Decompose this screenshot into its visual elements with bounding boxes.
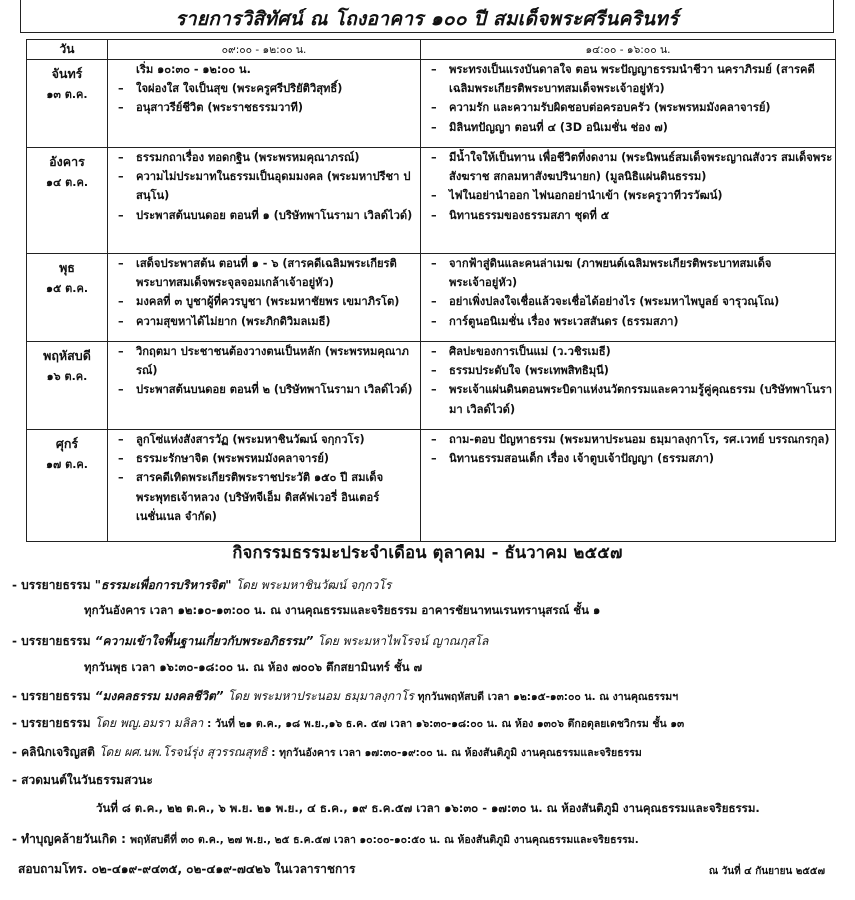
- header-day: วัน: [27, 40, 108, 60]
- program-title: ลูกโซ่แห่งสังสารวัฏ (พระมหาชินวัฒน์ จกฺกวโร): [136, 433, 365, 446]
- program-item: [421, 292, 835, 311]
- program-title: พระทรงเป็นแรงบันดาลใจ ตอน พระปัญญาธรรมนำชีวา นคราภิรมย์ (สารคดีเฉลิมพระเกียรติพระบาทสมเด็จพระเจ้าอยู่หัว): [449, 63, 815, 96]
- program-title: ศิลปะของการเป็นแม่ (ว.วชิรเมธี): [449, 345, 611, 358]
- activity-type: - สวดมนต์ในวันธรรมสวนะ: [12, 773, 153, 787]
- morning-cell: [108, 342, 421, 430]
- program-title: ถาม-ตอบ ปัญหาธรรม (พระมหาประนอม ธมฺมาลงฺกาโร, รศ.เวทย์ บรรณกรกุล): [449, 433, 830, 446]
- day-date: ๑๓ ต.ค.: [46, 88, 88, 101]
- program-title: วิกฤตมา ประชาชนต้องวางตนเป็นหลัก (พระพรหมคุณาภรณ์): [136, 345, 409, 378]
- program-title: ธรรมกถาเรื่อง ทอดกฐิน (พระพรหมคุณาภรณ์): [136, 151, 360, 164]
- program-item: [421, 98, 835, 117]
- day-cell: [27, 60, 108, 148]
- program-title: อนุสาวรีย์ชีวิต (พระราชธรรมวาที): [136, 101, 304, 115]
- morning-cell: [108, 430, 421, 542]
- bullet-dash: –: [118, 151, 124, 164]
- program-item: [421, 148, 835, 186]
- table-row: [27, 148, 836, 254]
- program-item: [108, 98, 420, 117]
- bullet-dash: –: [431, 364, 437, 378]
- afternoon-cell: [421, 60, 836, 148]
- table-row: [27, 254, 836, 342]
- bullet-dash: –: [118, 345, 124, 358]
- bullet-dash: –: [431, 208, 437, 222]
- bullet-dash: –: [431, 257, 437, 270]
- activity-type: - บรรยายธรรม: [12, 578, 95, 592]
- morning-cell: [108, 254, 421, 342]
- program-item: [421, 118, 835, 137]
- activity-schedule: ทุกวันพฤหัสบดี เวลา ๑๒:๑๕-๑๓:๐๐ น. ณ งานคุณธรรมฯ: [417, 691, 679, 703]
- activity-detail: ทุกวันอังคาร เวลา ๑๒:๑๐-๑๓:๐๐ น. ณ งานคุณธรรมและจริยธรรม อาคารชัยนาทนเรนทรานุสรณ์ ชั้น ๑: [84, 603, 601, 617]
- activity-speaker: โดย พระมหาประนอม ธมฺมาลงฺกาโร: [227, 689, 418, 703]
- afternoon-cell: [421, 430, 836, 542]
- schedule-table: [26, 39, 836, 542]
- bullet-dash: –: [118, 257, 124, 270]
- program-title: ความรัก และความรับผิดชอบต่อครอบครัว (พระพรหมมังคลาจารย์): [449, 101, 771, 115]
- program-item: [421, 361, 835, 380]
- day-name: พฤหัสบดี: [43, 348, 91, 363]
- program-title: ประพาสต้นบนดอย ตอนที่ ๑ (บริษัทพาโนรามา เวิลด์ไวด์): [136, 208, 413, 222]
- program-item: [108, 380, 420, 399]
- title-banner: [20, 0, 834, 33]
- bullet-dash: –: [118, 471, 124, 485]
- bullet-dash: –: [118, 452, 124, 466]
- activity-item: [12, 714, 684, 733]
- day-name: อังคาร: [49, 154, 85, 169]
- day-name: จันทร์: [51, 66, 83, 81]
- activity-speaker: โดย พระมหาไพโรจน์ ญาณกุสโล: [317, 634, 489, 648]
- program-title: การ์ตูนอนิเมชั่น เรื่อง พระเวสสันดร (ธรรมสภา): [449, 314, 679, 328]
- program-item: [108, 430, 420, 449]
- bullet-dash: –: [431, 189, 437, 203]
- program-title: ธรรมะรักษาจิต (พระพรหมมังคลาจารย์): [136, 452, 329, 466]
- activity-item: [12, 576, 391, 595]
- program-title: มงคลที่ ๓ บูชาผู้ที่ควรบูชา (พระมหาชัยพร เขมาภิรโต): [136, 295, 400, 309]
- program-title: เสด็จประพาสต้น ตอนที่ ๑ - ๖ (สารคดีเฉลิมพระเกียรติ พระบาทสมเด็จพระจุลจอมเกล้าเจ้าอยู่หัว): [136, 257, 397, 290]
- bullet-dash: –: [431, 345, 437, 358]
- activity-speaker: โดย ผศ.นพ.โรจน์รุ่ง สุวรรณสุทธิ: [99, 745, 272, 759]
- program-title: ประพาสต้นบนดอย ตอนที่ ๒ (บริษัทพาโนรามา เวิลด์ไวด์): [136, 383, 413, 397]
- bullet-dash: –: [431, 295, 437, 309]
- program-title: ใจผ่องใส ใจเป็นสุข (พระครูศรีปริยัติวิสุทธิ์): [136, 82, 343, 96]
- header-afternoon: ๑๔:๐๐ - ๑๖:๐๐ น.: [421, 40, 836, 60]
- bullet-dash: –: [431, 151, 437, 164]
- program-item: [108, 206, 420, 225]
- activity-type: - บรรยายธรรม: [12, 689, 95, 703]
- activity-item: [12, 687, 678, 706]
- table-row: [27, 430, 836, 542]
- header-morning: ๐๙:๐๐ - ๑๒:๐๐ น.: [108, 40, 421, 60]
- page-title: รายการวิสิทัศน์ ณ โถงอาคาร ๑๐๐ ปี สมเด็จพระศรีนครินทร์: [175, 8, 679, 30]
- program-item: [108, 312, 420, 331]
- program-item: [421, 60, 835, 98]
- program-title: นิทานธรรมสอนเด็ก เรื่อง เจ้าตูบเจ้าปัญญา (ธรรมสภา): [449, 452, 714, 466]
- table-header-row: [27, 40, 836, 60]
- activity-type: - บรรยายธรรม: [12, 634, 95, 648]
- morning-cell: [108, 148, 421, 254]
- day-cell: [27, 342, 108, 430]
- bullet-dash: –: [118, 101, 124, 115]
- bullet-dash: –: [118, 82, 124, 96]
- activity-item: [12, 771, 153, 790]
- program-title: อย่าเพิ่งปลงใจเชื่อแล้วจะเชื่อได้อย่างไร (พระมหาไพบูลย์ จารุวณฺโณ): [449, 295, 780, 309]
- program-item: [108, 468, 420, 526]
- activity-topic: “มงคลธรรม มงคลชีวิต”: [94, 689, 228, 703]
- program-item: [421, 449, 835, 468]
- bullet-dash: –: [431, 383, 437, 397]
- program-item: [108, 292, 420, 311]
- day-date: ๑๕ ต.ค.: [46, 282, 88, 295]
- bullet-dash: –: [118, 170, 124, 184]
- activity-speaker: โดย พญ.อมรา มลิลา: [94, 716, 208, 730]
- program-item: [421, 312, 835, 331]
- program-item: [108, 148, 420, 167]
- program-item: [421, 342, 835, 361]
- contact-info: สอบถามโทร. ๐๒-๔๑๙-๙๔๓๕, ๐๒-๔๑๙-๗๔๒๖ ในเวลาราชการ: [18, 862, 356, 876]
- program-title: พระเจ้าแผ่นดินตอนพระบิดาแห่งนวัตกรรมและความรู้คู่คุณธรรม (บริษัทพาโนรามา เวิลด์ไวด์): [449, 383, 833, 416]
- program-item: [421, 254, 835, 292]
- issue-date: ณ วันที่ ๔ กันยายน ๒๕๕๗: [708, 866, 825, 877]
- activity-type: - ทำบุญคล้ายวันเกิด :: [12, 832, 131, 846]
- day-date: ๑๔ ต.ค.: [46, 176, 88, 189]
- program-item: [108, 79, 420, 98]
- bullet-dash: –: [431, 433, 437, 446]
- program-item: [108, 342, 420, 380]
- table-row: [27, 342, 836, 430]
- activity-detail: วันที่ ๘ ต.ค., ๒๒ ต.ค., ๖ พ.ย. ๒๑ พ.ย., ๔ ธ.ค., ๑๙ ธ.ค.๕๗ เวลา ๑๖:๓๐ - ๑๗:๓๐ น. ณ ห้องสันติภูมิ งานคุณธรรมและจริยธรรม.: [96, 801, 760, 815]
- program-item: [108, 167, 420, 205]
- day-date: ๑๗ ต.ค.: [46, 458, 88, 471]
- program-item: [421, 206, 835, 225]
- activity-detail: ทุกวันพุธ เวลา ๑๖:๓๐-๑๘:๐๐ น. ณ ห้อง ๗๐๐๖ ตึกสยามินทร์ ชั้น ๗: [84, 660, 423, 674]
- bullet-dash: –: [431, 101, 437, 115]
- bullet-dash: –: [431, 314, 437, 328]
- day-name: พุธ: [59, 260, 75, 275]
- afternoon-cell: [421, 148, 836, 254]
- morning-cell: [108, 60, 421, 148]
- activity-topic: "ธรรมะเพื่อการบริหารจิต": [94, 578, 236, 592]
- activity-speaker: โดย พระมหาชินวัฒน์ จกฺกวโร: [235, 578, 392, 592]
- program-item: [421, 380, 835, 418]
- activity-type: - บรรยายธรรม: [12, 716, 95, 730]
- program-title: จากฟ้าสู่ดินและคนล่าเมฆ (ภาพยนต์เฉลิมพระเกียรติพระบาทสมเด็จ พระเจ้าอยู่หัว): [449, 257, 772, 290]
- program-title: ความไม่ประมาทในธรรมเป็นอุดมมงคล (พระมหาปรีชา ปสนฺโน): [136, 170, 411, 203]
- bullet-dash: –: [118, 295, 124, 309]
- day-name: ศุกร์: [55, 436, 79, 451]
- bullet-dash: –: [431, 63, 437, 76]
- activity-topic: “ความเข้าใจพื้นฐานเกี่ยวกับพระอภิธรรม”: [94, 634, 318, 648]
- program-title: ธรรมประดับใจ (พระเทพสิทธิมุนี): [449, 364, 609, 378]
- program-title: ความสุขหาได้ไม่ยาก (พระภิกดิวิมลเมธี): [136, 314, 331, 328]
- program-title: มีน้ำใจให้เป็นทาน เพื่อชีวิตที่งดงาม (พระนิพนธ์สมเด็จพระญาณสังวร สมเด็จพระสังฆราช สกลมหาสังฆปรินายก) (มูลนิธิแผ่นดินธรรม): [449, 151, 833, 184]
- bullet-dash: –: [118, 208, 124, 222]
- bullet-dash: –: [431, 452, 437, 466]
- program-item: [421, 430, 835, 449]
- program-title: ไฟในอย่านำออก ไฟนอกอย่านำเข้า (พระครูวาทีวรวัฒน์): [449, 189, 723, 203]
- activity-item: [12, 743, 642, 762]
- day-cell: [27, 148, 108, 254]
- bullet-dash: –: [118, 314, 124, 328]
- bullet-dash: –: [431, 120, 437, 134]
- monthly-activities-title: กิจกรรมธรรมะประจำเดือน ตุลาคม - ธันวาคม ๒๕๕๗: [232, 543, 623, 562]
- program-title: สารคดีเทิดพระเกียรติพระราชประวัติ ๑๕๐ ปี สมเด็จพระพุทธเจ้าหลวง (บริษัทจีเอ็ม ดิสคัฟเวอรี่ อินเตอร์ เนชั่นเนล จำกัด): [136, 471, 384, 523]
- day-cell: [27, 254, 108, 342]
- program-item: [421, 186, 835, 205]
- program-title: นิทานธรรมของธรรมสภา ชุดที่ ๕: [449, 208, 610, 222]
- activity-type: - คลินิกเจริญสติ: [12, 745, 100, 759]
- activity-schedule: พฤหัสบดีที่ ๓๐ ต.ค., ๒๗ พ.ย., ๒๕ ธ.ค.๕๗ เวลา ๑๐:๐๐-๑๐:๕๐ น. ณ ห้องสันติภูมิ งานคุณธรรมและจริยธรรม.: [130, 834, 639, 846]
- bullet-dash: –: [118, 383, 124, 397]
- bullet-dash: –: [118, 433, 124, 446]
- day-cell: [27, 430, 108, 542]
- afternoon-cell: [421, 254, 836, 342]
- program-item: [108, 449, 420, 468]
- afternoon-cell: [421, 342, 836, 430]
- activity-schedule: : ทุกวันอังคาร เวลา ๑๗:๓๐-๑๙:๐๐ น. ณ ห้องสันติภูมิ งานคุณธรรมและจริยธรรม: [271, 747, 642, 759]
- program-title: มิลินทปัญญา ตอนที่ ๔ (3D อนิเมชั่น ช่อง ๗): [449, 120, 668, 134]
- program-item: [108, 254, 420, 292]
- activity-item: [12, 830, 639, 849]
- start-time-note: เริ่ม ๑๐:๓๐ - ๑๒:๐๐ น.: [136, 63, 251, 76]
- table-row: [27, 60, 836, 148]
- day-date: ๑๖ ต.ค.: [46, 370, 88, 383]
- activity-schedule: : วันที่ ๒๑ ต.ค., ๑๘ พ.ย.,๑๖ ธ.ค. ๕๗ เวลา ๑๖:๓๐-๑๘:๐๐ น. ณ ห้อง ๑๓๐๖ ตึกอดุลยเดชวิกรม ชั้น ๑๓: [207, 718, 685, 730]
- activity-item: [12, 632, 488, 651]
